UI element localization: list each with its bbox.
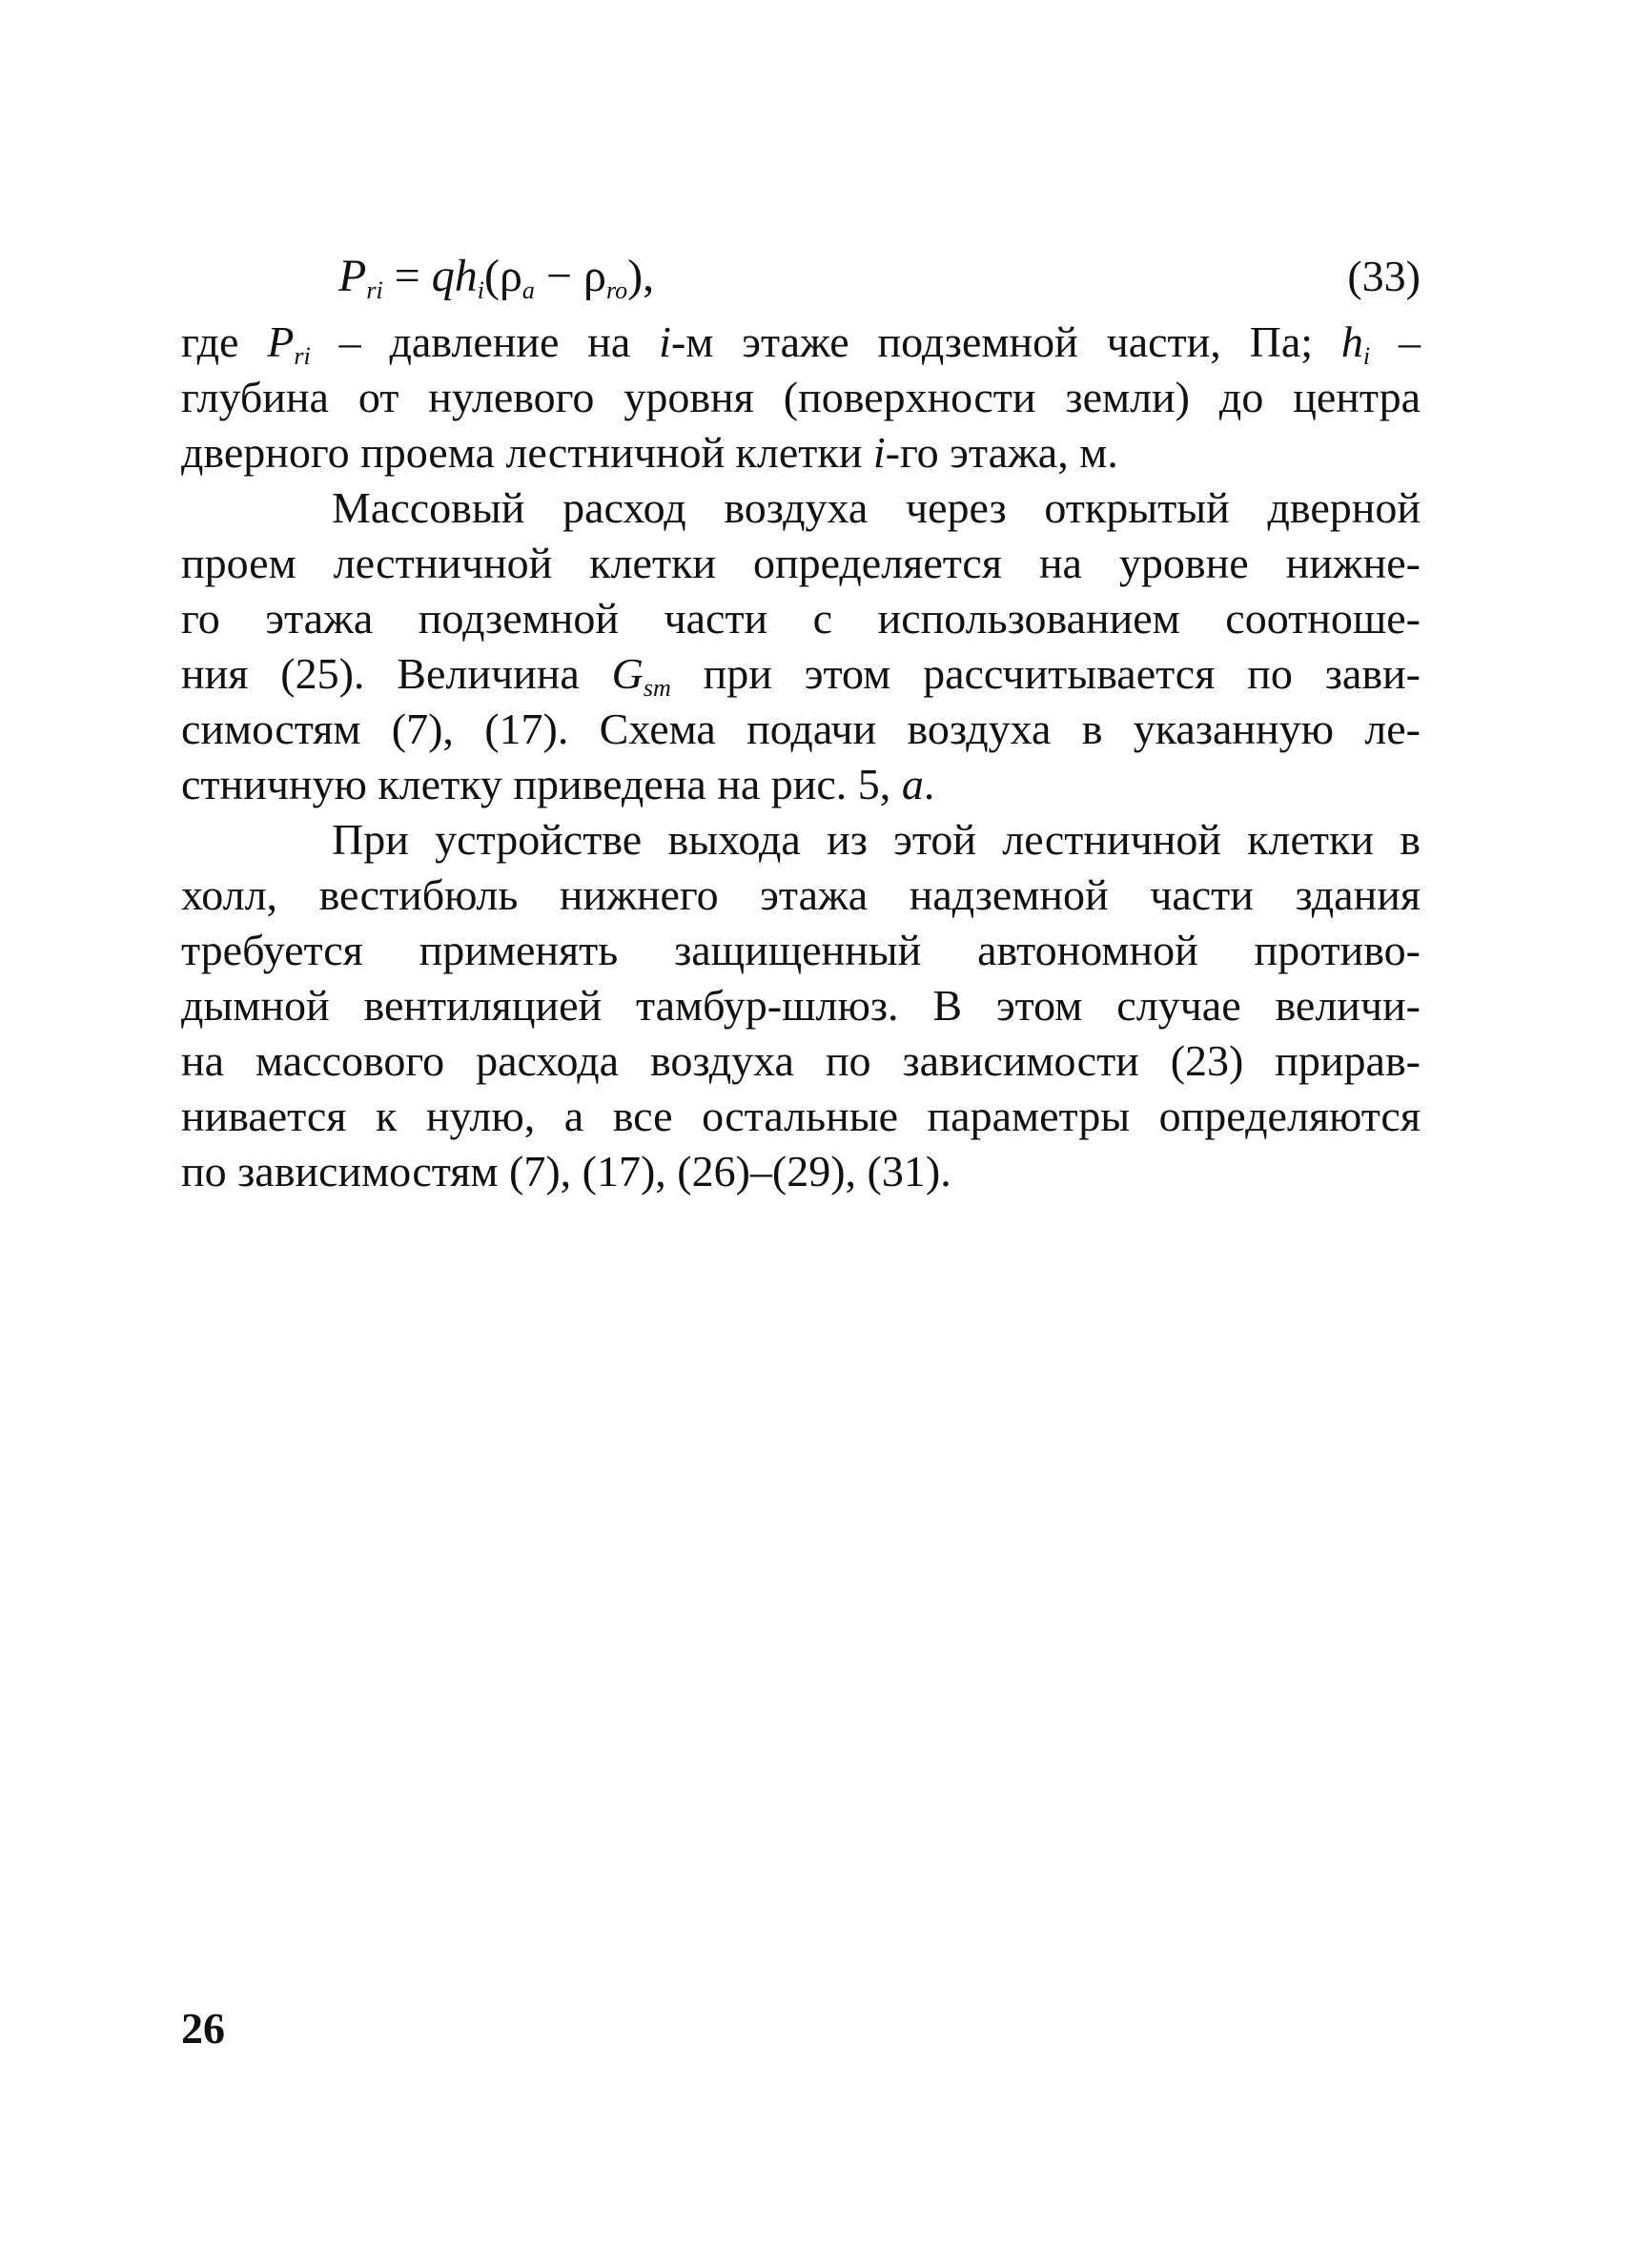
- definition-block: [181, 315, 1421, 480]
- formula-expression: $P_{ri} = qh_i(\rho_a - \rho_{ro})$,: [338, 251, 655, 304]
- text-line: При устройстве выхода из этой лестничной клетки в: [332, 815, 1421, 864]
- page-number: 26: [181, 2004, 225, 2053]
- text-line: дымной вентиляцией тамбур-шлюз. В этом случае величи-: [181, 981, 1421, 1030]
- text-line: на массового расхода воздуха по зависимости (23) прирав-: [181, 1036, 1421, 1085]
- text-line: нивается к нулю, а все остальные параметры определяются: [181, 1092, 1421, 1140]
- text-line: стничную клетку приведена на рис. 5, а.: [181, 760, 935, 808]
- equation-number: (33): [1347, 252, 1421, 300]
- text-line: симостям (7), (17). Схема подачи воздуха в указанную ле-: [181, 705, 1421, 753]
- text-line: Массовый расход воздуха через открытый дверной: [332, 483, 1421, 532]
- equation-33: [181, 238, 1421, 315]
- text-line: глубина от нулевого уровня (поверхности земли) до центра: [181, 373, 1421, 421]
- body-text: [181, 315, 1421, 1199]
- paragraph-airlock: [181, 812, 1421, 1199]
- text-line: проем лестничной клетки определяется на уровне нижне-: [181, 539, 1421, 587]
- text-line: го этажа подземной части с использованием соотноше-: [181, 594, 1421, 643]
- text-line: где $P_{ri}$ – давление на i-м этаже подземной части, Па; $h_i$ –: [181, 317, 1421, 370]
- paragraph-airflow: [181, 480, 1421, 812]
- text-line: дверного проема лестничной клетки i-го этажа, м.: [181, 428, 1118, 477]
- text-line: ния (25). Величина $G_{sm}$ при этом рассчитывается по зави-: [181, 649, 1421, 702]
- text-line: холл, вестибюль нижнего этажа надземной части здания: [181, 870, 1421, 919]
- text-line: требуется применять защищенный автономной противо-: [181, 926, 1421, 974]
- text-line: по зависимостям (7), (17), (26)–(29), (31).: [181, 1147, 951, 1195]
